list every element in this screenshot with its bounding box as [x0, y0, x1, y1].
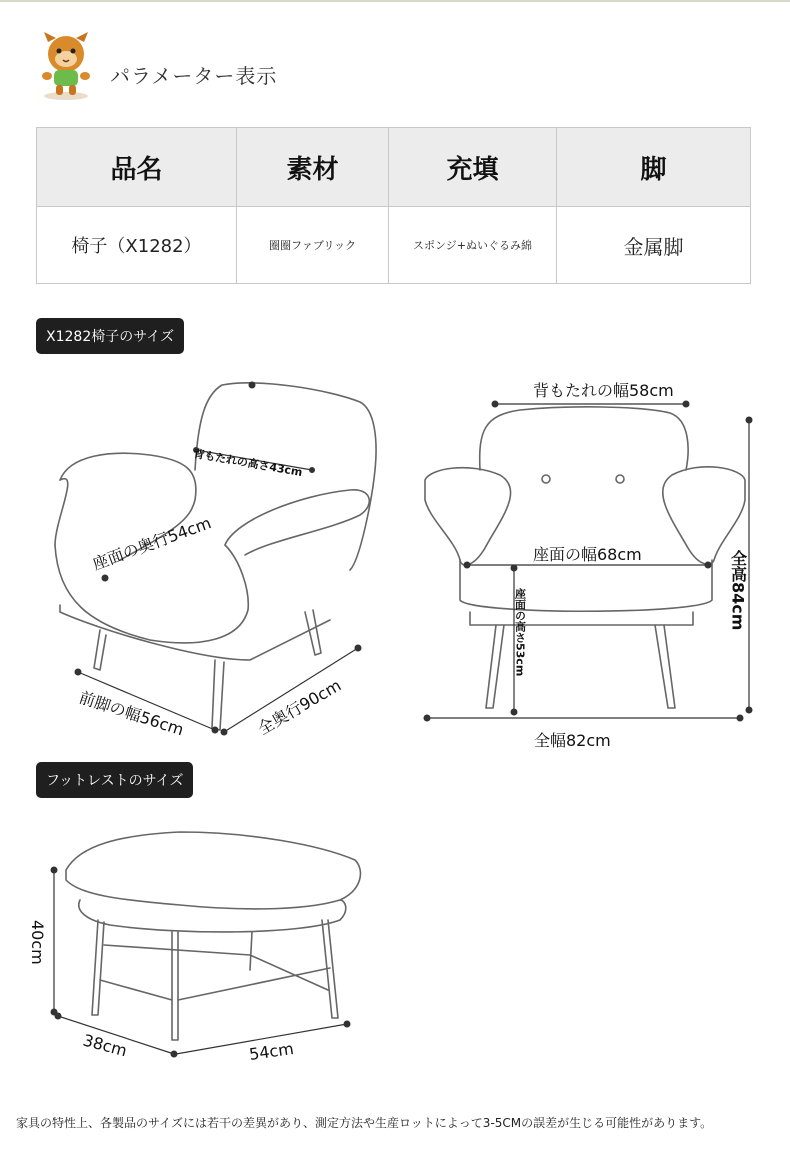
total-depth-label: 全奥行90cm [254, 675, 345, 739]
seat-width-label: 座面の幅68cm [533, 545, 642, 564]
seat-height-label: 座面の高さ53cm [513, 588, 527, 677]
backrest-width-label: 背もたれの幅58cm [533, 381, 674, 400]
header-material: 素材 [237, 128, 389, 207]
footrest-depth-label: 38cm [80, 1030, 130, 1061]
footnote: 家具の特性上、各製品のサイズには若干の差異があり、測定方法や生産ロットによって3-5CMの誤差が生じる可能性があります。 [16, 1116, 713, 1130]
backrest-height-label: 背もたれの高さ43cm [192, 447, 304, 480]
cell-filling: スポンジ+ぬいぐるみ綿 [389, 207, 557, 284]
page-title: パラメーター表示 [110, 64, 278, 88]
footrest-size-label: フットレストのサイズ [36, 762, 193, 798]
front-leg-width-label: 前脚の幅56cm [76, 687, 187, 740]
cell-material: 圈圈ファブリック [237, 207, 389, 284]
total-height-label: 全高84cm [728, 550, 748, 631]
header-product-name: 品名 [37, 128, 237, 207]
seat-depth-label: 座面の奥行54cm [89, 513, 214, 574]
header-filling: 充填 [389, 128, 557, 207]
cell-legs: 金属脚 [557, 207, 751, 284]
header-legs: 脚 [557, 128, 751, 207]
chair-size-label: X1282椅子のサイズ [36, 318, 184, 354]
footrest-height-label: 40cm [28, 920, 47, 965]
total-width-label: 全幅82cm [534, 731, 611, 750]
cell-product-name: 椅子（X1282） [37, 207, 237, 284]
footrest-width-label: 54cm [247, 1038, 295, 1064]
